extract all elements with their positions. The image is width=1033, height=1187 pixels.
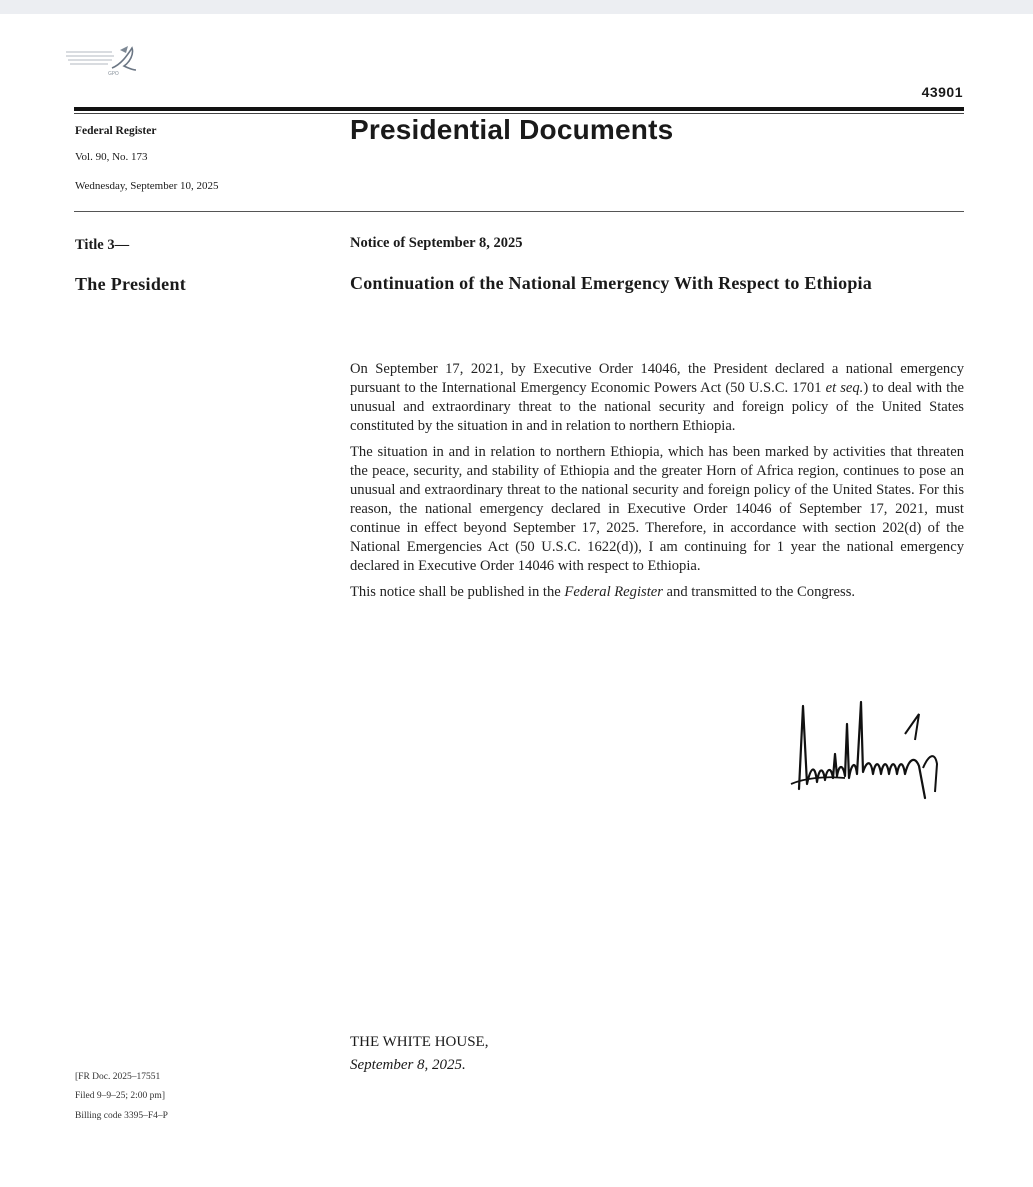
paragraph-1-italic: et seq. — [825, 380, 864, 396]
body-paragraph-3 — [350, 583, 964, 602]
title-number: Title 3— — [75, 237, 130, 253]
closing-place: THE WHITE HOUSE, — [350, 1034, 489, 1050]
top-strip — [0, 0, 1033, 15]
gpo-authentication-logo — [62, 44, 144, 80]
page-number: 43901 — [921, 84, 963, 100]
document-page — [0, 14, 1033, 1187]
paragraph-3-italic: Federal Register — [564, 584, 663, 600]
publication-name: Federal Register — [75, 125, 157, 137]
document-category-title: Presidential Documents — [350, 114, 674, 145]
volume-number: Vol. 90, No. 173 — [75, 151, 148, 163]
fr-doc-number: [FR Doc. 2025–17551 — [75, 1072, 161, 1082]
body-paragraph-2: The situation in and in relation to northern Ethiopia, which has been marked by activities that threaten the peace, security, and stability of Ethiopia and the greater Horn of Africa region, continues to pose an unusual and extraordinary threat to the national security and foreign policy of the United States. For this reason, the national emergency declared in Executive Order 14046 of September 17, 2021, must continue in effect beyond September 17, 2025. Therefore, in accordance with section 202(d) of the National Emergencies Act (50 U.S.C. 1622(d)), I am continuing for 1 year the national emergency declared in Executive Order 14046 with respect to Ethiopia. — [350, 444, 964, 574]
header-rule-thick — [74, 107, 964, 111]
paragraph-1-text-a: On September 17, 2021, by Executive Order 14046, the President declared a national emergency pursuant to the International Emergency Economic Powers Act (50 U.S.C. 1701 — [350, 361, 964, 396]
publication-date: Wednesday, September 10, 2025 — [75, 180, 219, 192]
title-name: The President — [75, 274, 187, 294]
paragraph-3-text-a: This notice shall be published in the — [350, 584, 565, 600]
closing-date: September 8, 2025. — [350, 1057, 466, 1073]
section-divider — [74, 211, 964, 212]
presidential-signature — [785, 694, 960, 809]
body-paragraph-1 — [350, 360, 964, 436]
billing-code: Billing code 3395–F4–P — [75, 1111, 168, 1121]
notice-subject: Continuation of the National Emergency With Respect to Ethiopia — [350, 273, 872, 293]
filed-date: Filed 9–9–25; 2:00 pm] — [75, 1091, 165, 1101]
paragraph-3-text-b: and transmitted to the Congress. — [662, 584, 856, 600]
paragraph-1-text-b: ) to deal with the unusual and extraordinary threat to the national security and foreign policy of the United States constituted by the situation in and in relation to northern Ethiopia. — [350, 380, 964, 434]
svg-text:GPO: GPO — [108, 71, 119, 77]
notice-body — [350, 360, 964, 602]
notice-heading: Notice of September 8, 2025 — [350, 235, 523, 251]
